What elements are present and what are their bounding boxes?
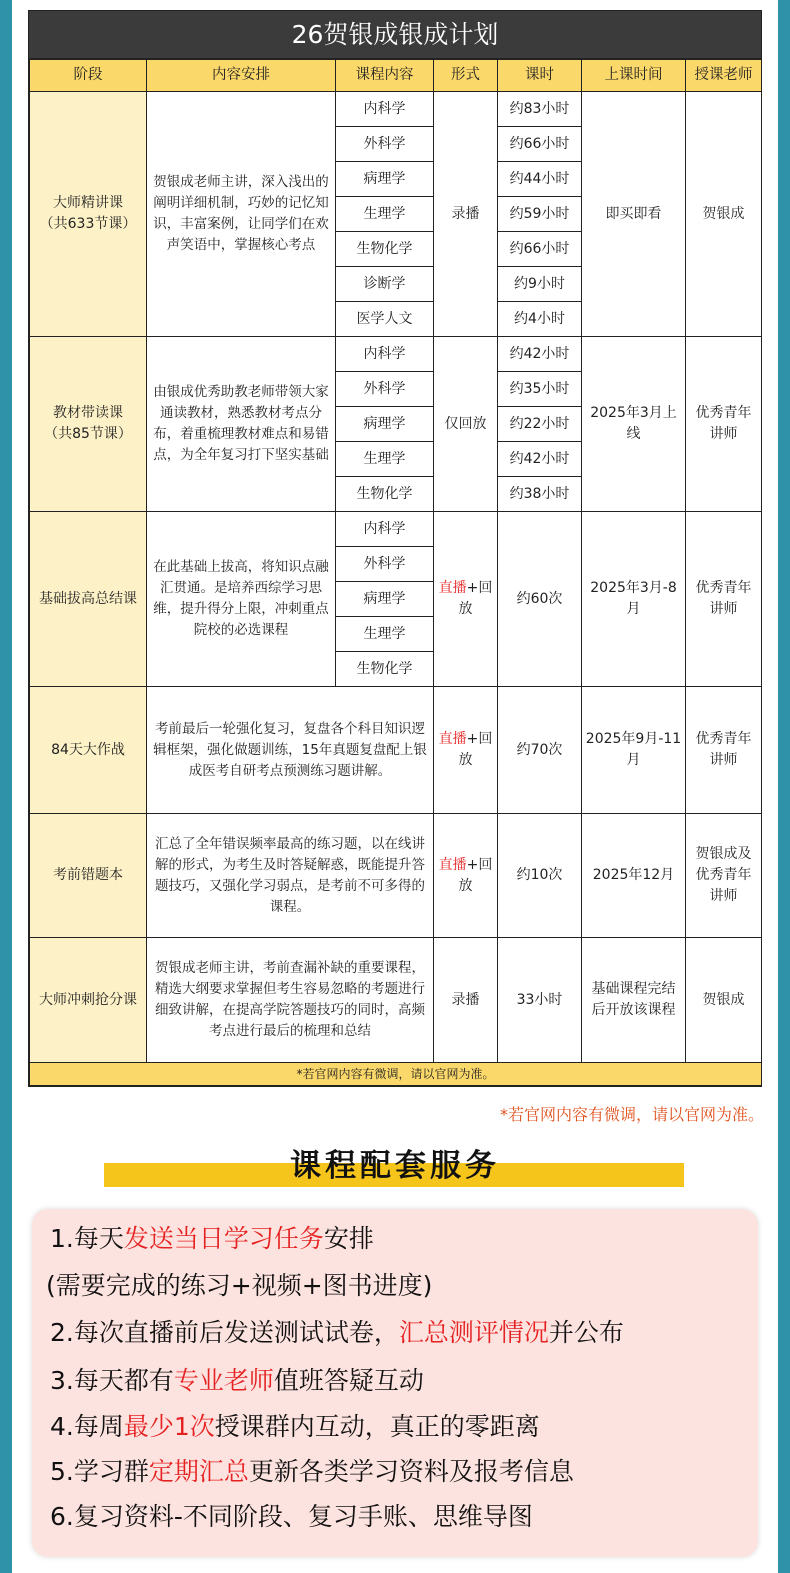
form-cell — [434, 814, 498, 938]
subject-cell: 生理学 — [336, 442, 434, 477]
hours-cell: 约38小时 — [498, 477, 582, 512]
service-item — [50, 1497, 533, 1533]
plan-table — [29, 59, 762, 1086]
teacher-cell: 贺银成 — [686, 92, 762, 337]
hours-cell: 约70次 — [498, 687, 582, 814]
stage-name: 基础拔高总结课 — [30, 512, 147, 687]
service-text: 3.每天都有 — [50, 1366, 174, 1395]
service-item — [50, 1407, 540, 1443]
header-time: 上课时间 — [582, 60, 686, 92]
subject-cell: 诊断学 — [336, 267, 434, 302]
stage-name: 大师精讲课 （共633节课） — [30, 92, 147, 337]
form-cell: 录播 — [434, 92, 498, 337]
form-replay: +回放 — [458, 856, 493, 894]
service-item — [50, 1219, 374, 1255]
teacher-cell: 贺银成及优秀青年讲师 — [686, 814, 762, 938]
service-text: 授课群内互动，真正的零距离 — [214, 1412, 540, 1441]
service-text: 1.每天 — [50, 1224, 124, 1253]
service-text: 更新各类学习资料及报考信息 — [248, 1457, 574, 1486]
header-hours: 课时 — [498, 60, 582, 92]
subject-cell: 生物化学 — [336, 232, 434, 267]
stage-desc: 考前最后一轮强化复习，复盘各个科目知识逻辑框架，强化做题训练，15年真题复盘配上银成医考自研考点预测练习题讲解。 — [147, 687, 434, 814]
table-row — [30, 687, 762, 814]
hours-cell: 约44小时 — [498, 162, 582, 197]
header-teacher: 授课老师 — [686, 60, 762, 92]
table-row — [30, 512, 762, 547]
table-row — [30, 337, 762, 372]
service-text: 4.每周 — [50, 1412, 124, 1441]
stage-name: 教材带读课 （共85节课） — [30, 337, 147, 512]
disclaimer-note: *若官网内容有微调，请以官网为准。 — [499, 1105, 764, 1124]
form-live: 直播 — [438, 731, 467, 747]
subject-cell: 病理学 — [336, 162, 434, 197]
stage-desc: 汇总了全年错误频率最高的练习题，以在线讲解的形式，为考生及时答疑解惑，既能提升答题技巧，又强化学习弱点，是考前不可多得的课程。 — [147, 814, 434, 938]
service-text: (需要完成的练习+视频+图书进度) — [46, 1271, 433, 1300]
hours-cell: 约66小时 — [498, 127, 582, 162]
service-highlight: 专业老师 — [173, 1366, 274, 1395]
subject-cell: 生物化学 — [336, 652, 434, 687]
hours-cell: 约4小时 — [498, 302, 582, 337]
subject-cell: 内科学 — [336, 92, 434, 127]
subject-cell: 生理学 — [336, 197, 434, 232]
service-highlight: 汇总测评情况 — [398, 1318, 549, 1347]
header-content: 内容安排 — [147, 60, 336, 92]
hours-cell: 约42小时 — [498, 442, 582, 477]
subject-cell: 外科学 — [336, 547, 434, 582]
hours-cell: 33小时 — [498, 938, 582, 1063]
service-text: 5.学习群 — [50, 1457, 149, 1486]
form-cell — [434, 687, 498, 814]
hours-cell: 约60次 — [498, 512, 582, 687]
stage-desc: 贺银成老师主讲，考前查漏补缺的重要课程，精选大纲要求掌握但考生容易忽略的考题进行细致讲解，在提高学院答题技巧的同时，高频考点进行最后的梳理和总结 — [147, 938, 434, 1063]
header-stage: 阶段 — [30, 60, 147, 92]
service-text: 并公布 — [548, 1318, 624, 1347]
header-subject: 课程内容 — [336, 60, 434, 92]
services-box — [32, 1209, 758, 1557]
teacher-cell: 优秀青年讲师 — [686, 337, 762, 512]
header-form: 形式 — [434, 60, 498, 92]
teacher-cell: 优秀青年讲师 — [686, 687, 762, 814]
service-highlight: 定期汇总 — [148, 1457, 249, 1486]
hours-cell: 约66小时 — [498, 232, 582, 267]
plan-title: 26贺银成银成计划 — [29, 11, 761, 59]
service-highlight: 最少1次 — [123, 1412, 215, 1441]
subject-cell: 生物化学 — [336, 477, 434, 512]
stage-name: 考前错题本 — [30, 814, 147, 938]
services-title: 课程配套服务 — [290, 1148, 500, 1184]
time-cell: 基础课程完结后开放该课程 — [582, 938, 686, 1063]
hours-cell: 约22小时 — [498, 407, 582, 442]
table-row — [30, 938, 762, 1063]
hours-cell: 约35小时 — [498, 372, 582, 407]
time-cell: 2025年9月-11月 — [582, 687, 686, 814]
table-note-row — [30, 1063, 762, 1086]
time-cell: 2025年12月 — [582, 814, 686, 938]
form-cell — [434, 512, 498, 687]
service-text: 6.复习资料-不同阶段、复习手账、思维导图 — [50, 1502, 533, 1531]
subject-cell: 生理学 — [336, 617, 434, 652]
table-row — [30, 814, 762, 938]
stage-desc: 在此基础上拔高，将知识点融汇贯通。是培养西综学习思维，提升得分上限，冲刺重点院校的必选课程 — [147, 512, 336, 687]
teacher-cell: 优秀青年讲师 — [686, 512, 762, 687]
form-live: 直播 — [438, 856, 467, 873]
plan-table-container — [28, 10, 762, 1087]
service-text: 2.每次直播前后发送测试试卷， — [50, 1318, 399, 1347]
hours-cell: 约83小时 — [498, 92, 582, 127]
service-item — [50, 1452, 574, 1488]
page — [12, 0, 778, 1573]
hours-cell: 约42小时 — [498, 337, 582, 372]
time-cell: 2025年3月-8月 — [582, 512, 686, 687]
hours-cell: 约10次 — [498, 814, 582, 938]
subject-cell: 外科学 — [336, 372, 434, 407]
header-row — [30, 60, 762, 92]
table-row — [30, 92, 762, 127]
service-item — [50, 1313, 624, 1349]
stage-desc: 由银成优秀助教老师带领大家通读教材，熟悉教材考点分布，着重梳理教材难点和易错点，为全年复习打下坚实基础 — [147, 337, 336, 512]
service-highlight: 发送当日学习任务 — [123, 1224, 324, 1253]
subject-cell: 医学人文 — [336, 302, 434, 337]
service-item — [50, 1361, 424, 1397]
subject-cell: 内科学 — [336, 512, 434, 547]
stage-name: 大师冲刺抢分课 — [30, 938, 147, 1063]
subject-cell: 内科学 — [336, 337, 434, 372]
subject-cell: 病理学 — [336, 407, 434, 442]
hours-cell: 约59小时 — [498, 197, 582, 232]
service-item — [46, 1266, 432, 1302]
form-replay: +回放 — [458, 580, 493, 617]
form-cell: 仅回放 — [434, 337, 498, 512]
teacher-cell: 贺银成 — [686, 938, 762, 1063]
table-note: *若官网内容有微调，请以官网为准。 — [30, 1063, 762, 1086]
stage-desc: 贺银成老师主讲，深入浅出的阐明详细机制，巧妙的记忆知识，丰富案例，让同学们在欢声笑语中，掌握核心考点 — [147, 92, 336, 337]
form-replay: +回放 — [458, 731, 493, 768]
time-cell: 2025年3月上线 — [582, 337, 686, 512]
stage-name: 84天大作战 — [30, 687, 147, 814]
form-cell: 录播 — [434, 938, 498, 1063]
time-cell: 即买即看 — [582, 92, 686, 337]
service-text: 值班答疑互动 — [273, 1366, 424, 1395]
form-live: 直播 — [438, 580, 467, 596]
hours-cell: 约9小时 — [498, 267, 582, 302]
subject-cell: 病理学 — [336, 582, 434, 617]
subject-cell: 外科学 — [336, 127, 434, 162]
service-text: 安排 — [323, 1224, 374, 1253]
